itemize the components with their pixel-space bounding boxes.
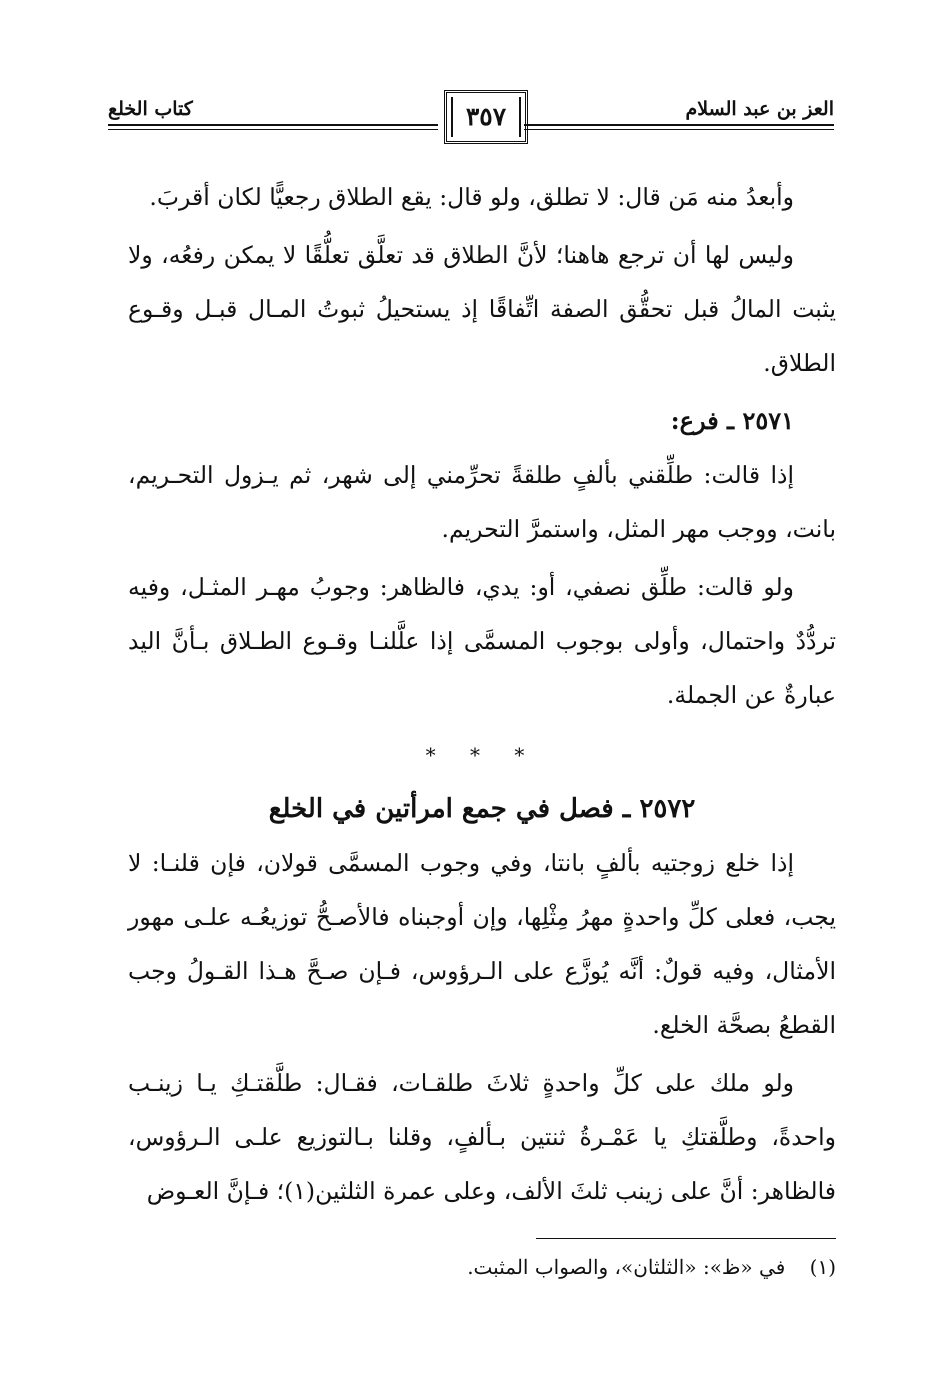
paragraph: ولو قالت: طلِّق نصفي، أو: يدي، فالظاهر: وجوبُ مهـر المثـل، وفيه تردُّدٌ واحتمال، وأولى بوجوب المسمَّى إذا علَّلنـا وقـوع الطـلاق بـأنَّ اليد عبارةٌ عن الجملة.: [128, 573, 836, 709]
footnote: [128, 1255, 836, 1279]
main-text: [128, 170, 836, 1218]
header-rule: [108, 124, 438, 126]
page-header: [108, 88, 834, 148]
header-rule: [524, 124, 834, 126]
book-running-title: كتاب الخلع: [108, 98, 193, 120]
paragraph: وليس لها أن ترجع هاهنا؛ لأنَّ الطلاق قد تعلَّق تعلُّقًا لا يمكن رفعُه، ولا يثبت المالُ قبل تحقُّق الصفة اتِّفاقًا إذ يستحيلُ ثبوتُ المـال قبـل وقـوع الطلاق.: [128, 241, 836, 377]
section-title: ٢٥٧٢ ـ فصل في جمع امرأتين في الخلع: [268, 794, 696, 824]
footnote-number: (١): [809, 1255, 836, 1279]
footnote-rule: [536, 1238, 836, 1239]
branch-heading: ٢٥٧١ ـ فرع:: [670, 406, 794, 435]
page-number: ٣٥٧: [444, 90, 528, 144]
header-rule: [524, 129, 834, 130]
paragraph: إذا خلع زوجتيه بألفٍ بانتا، وفي وجوب المسمَّى قولان، فإن قلنـا: لا يجب، فعلى كلِّ واحدةٍ مهرُ مِثْلِها، وإن أوجبناه فالأصـحُّ توزيعُـه علـى مهور الأمثال، وفيه قولٌ: أنَّه يُوزَّع على الـرؤوس، فـإن صـحَّ هـذا القـولُ وجب القطعُ بصحَّة الخلع.: [128, 849, 836, 1039]
paragraph: وأبعدُ منه مَن قال: لا تطلق، ولو قال: يقع الطلاق رجعيًّا لكان أقربَ.: [149, 183, 794, 211]
footnote-text: في «ظ»: «الثلثان»، والصواب المثبت.: [467, 1255, 786, 1279]
paragraph: إذا قالت: طلِّقني بألفٍ طلقةً تحرِّمني إلى شهر، ثم يـزول التحـريم، بانت، ووجب مهر المثل، واستمرَّ التحريم.: [128, 461, 836, 543]
header-rule: [108, 129, 438, 130]
author-running-title: العز بن عبد السلام: [685, 98, 834, 120]
section-separator: * * *: [425, 743, 539, 767]
paragraph: ولو ملك على كلِّ واحدةٍ ثلاثَ طلقـات، فقـال: طلَّقتـكِ يـا زينـب واحدةً، وطلَّقتكِ يا عَمْـرةُ ثنتين بـألفٍ، وقلنا بـالتوزيع علـى الـرؤوس، فالظاهر: أنَّ على زينب ثلثَ الألف، وعلى عمرة الثلثين(١)؛ فـإنَّ العـوض: [128, 1069, 836, 1205]
